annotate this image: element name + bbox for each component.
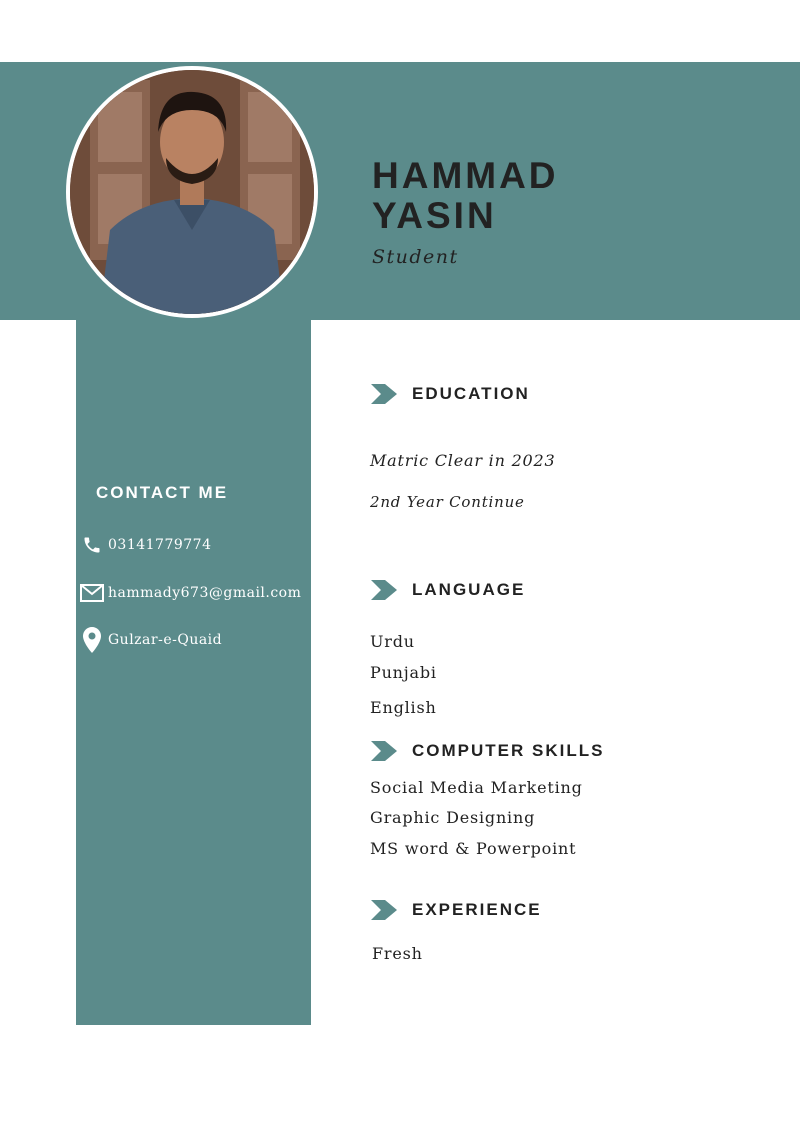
- education-title: EDUCATION: [412, 384, 530, 403]
- experience-item: Fresh: [372, 944, 423, 963]
- language-title: LANGUAGE: [412, 580, 526, 599]
- language-item: English: [370, 698, 437, 717]
- contact-phone: [80, 533, 211, 557]
- profile-photo-illustration: [70, 70, 314, 314]
- contact-email: [80, 581, 301, 605]
- language-heading: [371, 580, 525, 600]
- skill-item: Social Media Marketing: [370, 778, 583, 797]
- education-item: Matric Clear in 2023: [370, 451, 556, 470]
- education-heading: [371, 384, 530, 404]
- chevron-right-icon: [371, 741, 397, 761]
- candidate-name: [372, 156, 559, 236]
- candidate-role: Student: [372, 246, 459, 268]
- education-item: 2nd Year Continue: [370, 493, 525, 511]
- phone-icon: [80, 533, 104, 557]
- experience-heading: [371, 900, 542, 920]
- chevron-right-icon: [371, 900, 397, 920]
- skill-item: MS word & Powerpoint: [370, 839, 577, 858]
- location-pin-icon: [80, 628, 104, 652]
- experience-title: EXPERIENCE: [412, 900, 542, 919]
- language-item: Urdu: [370, 632, 415, 651]
- contact-title: CONTACT ME: [96, 483, 229, 502]
- phone-number: 03141779774: [108, 537, 212, 553]
- address-text: Gulzar-e-Quaid: [108, 632, 223, 648]
- contact-address: [80, 628, 222, 652]
- envelope-icon: [80, 581, 104, 605]
- chevron-right-icon: [371, 580, 397, 600]
- name-line-1: HAMMAD: [372, 155, 559, 196]
- computer-skills-heading: [371, 741, 604, 761]
- name-line-2: YASIN: [372, 195, 497, 236]
- profile-photo: [66, 66, 318, 318]
- email-address: hammady673@gmail.com: [108, 585, 302, 601]
- computer-skills-title: COMPUTER SKILLS: [412, 741, 605, 760]
- contact-sidebar: [76, 320, 311, 1025]
- language-item: Punjabi: [370, 663, 437, 682]
- chevron-right-icon: [371, 384, 397, 404]
- skill-item: Graphic Designing: [370, 808, 536, 827]
